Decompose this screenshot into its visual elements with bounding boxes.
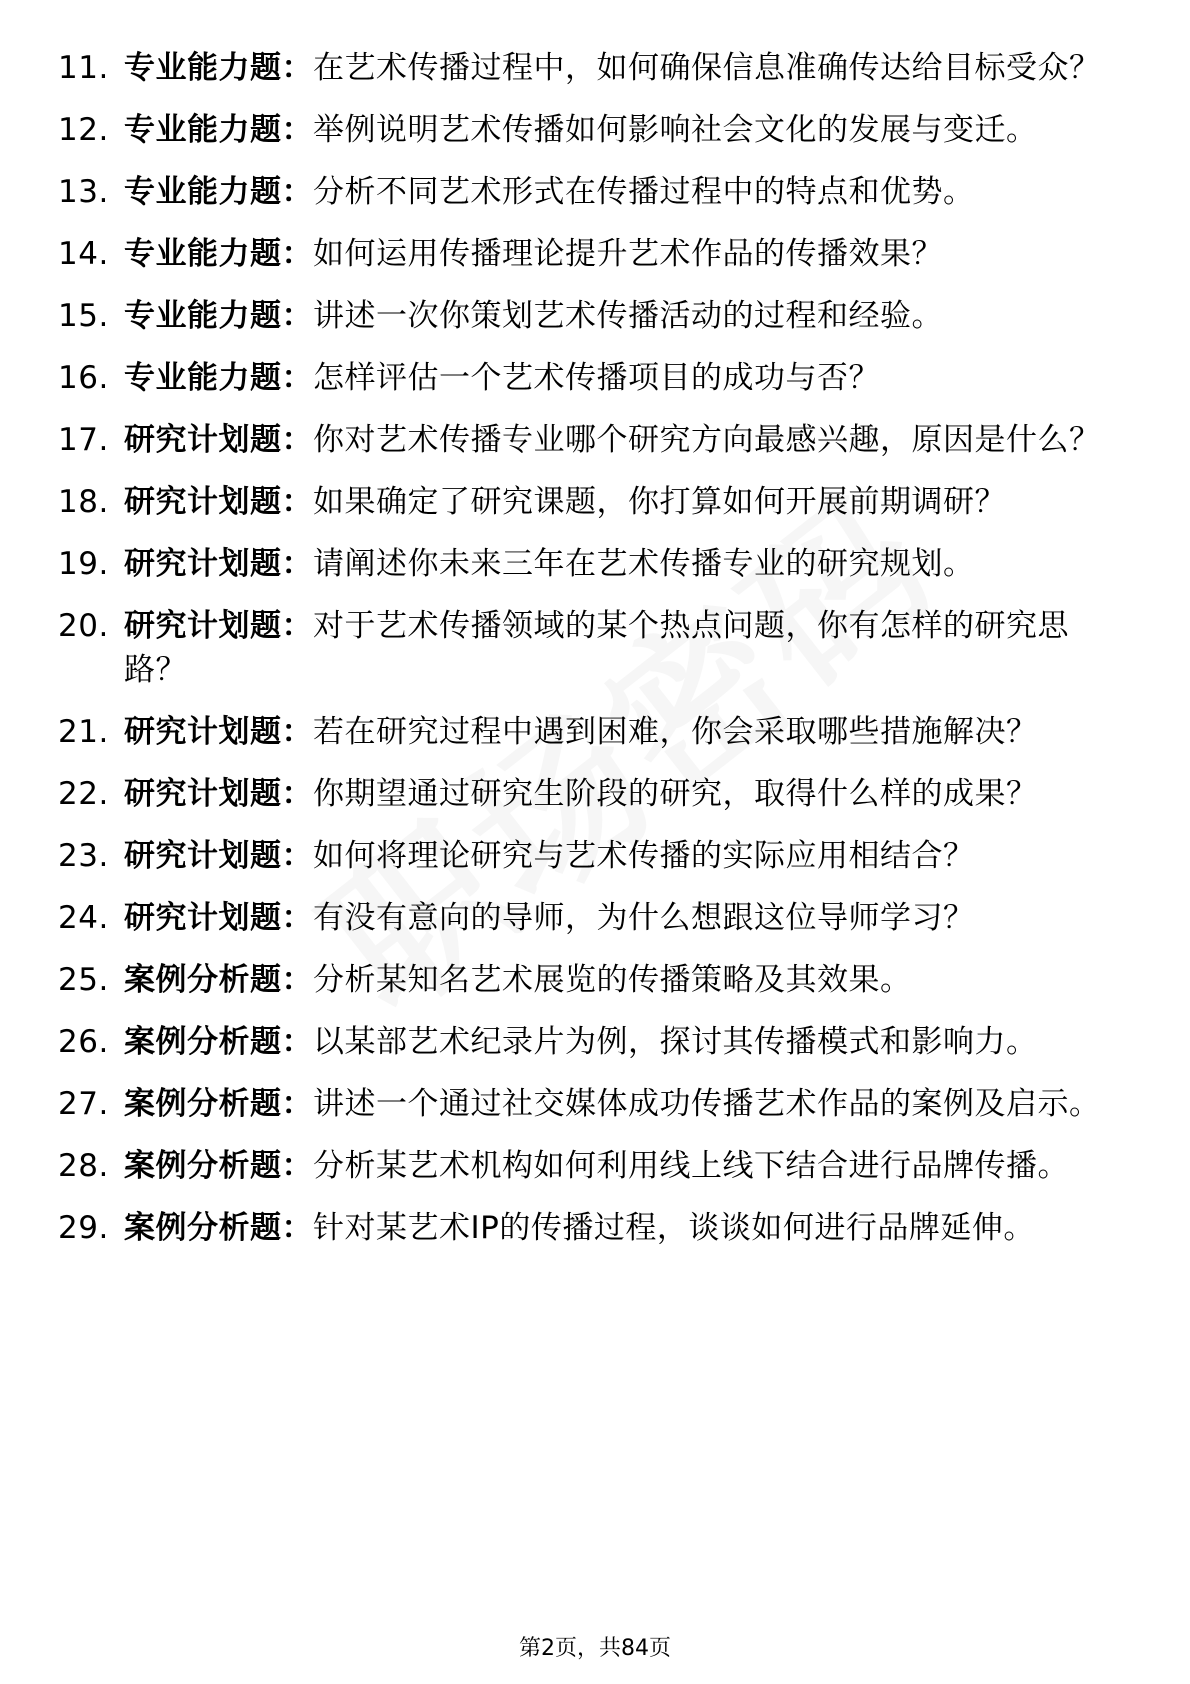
question-item-26 <box>58 1020 1118 1064</box>
category-colon: ： <box>281 714 313 750</box>
question-number: 15. <box>58 298 109 334</box>
question-category: 专业能力题 <box>124 174 282 210</box>
question-text: 讲述一次你策划艺术传播活动的过程和经验。 <box>313 298 943 334</box>
question-text: 如何将理论研究与艺术传播的实际应用相结合？ <box>313 838 975 874</box>
question-category: 研究计划题 <box>124 422 282 458</box>
category-colon: ： <box>281 608 313 644</box>
category-colon: ： <box>281 112 313 148</box>
question-number: 22. <box>58 776 109 812</box>
category-colon: ： <box>281 1024 313 1060</box>
question-text: 在艺术传播过程中，如何确保信息准确传达给目标受众？ <box>313 50 1101 86</box>
question-category: 专业能力题 <box>124 112 282 148</box>
question-number: 20. <box>58 608 109 644</box>
question-text: 对于艺术传播领域的某个热点问题，你有怎样的研究思路？ <box>124 608 1069 688</box>
question-item-20 <box>58 604 1118 692</box>
question-item-24 <box>58 896 1118 940</box>
category-colon: ： <box>281 1210 313 1246</box>
category-colon: ： <box>281 360 313 396</box>
category-colon: ： <box>281 1148 313 1184</box>
question-item-21 <box>58 710 1118 754</box>
category-colon: ： <box>281 900 313 936</box>
question-category: 研究计划题 <box>124 776 282 812</box>
question-number: 14. <box>58 236 109 272</box>
question-text: 怎样评估一个艺术传播项目的成功与否？ <box>313 360 880 396</box>
question-text: 分析不同艺术形式在传播过程中的特点和优势。 <box>313 174 975 210</box>
question-number: 11. <box>58 50 109 86</box>
question-number: 29. <box>58 1210 109 1246</box>
question-text: 讲述一个通过社交媒体成功传播艺术作品的案例及启示。 <box>313 1086 1101 1122</box>
question-item-25 <box>58 958 1118 1002</box>
question-number: 26. <box>58 1024 109 1060</box>
category-colon: ： <box>281 174 313 210</box>
question-category: 研究计划题 <box>124 900 282 936</box>
question-item-18 <box>58 480 1118 524</box>
question-number: 23. <box>58 838 109 874</box>
question-category: 案例分析题 <box>124 1024 282 1060</box>
question-list <box>58 46 1118 1268</box>
question-category: 案例分析题 <box>124 1148 282 1184</box>
question-category: 研究计划题 <box>124 714 282 750</box>
question-item-23 <box>58 834 1118 878</box>
question-text: 如何运用传播理论提升艺术作品的传播效果？ <box>313 236 943 272</box>
question-item-27 <box>58 1082 1118 1126</box>
question-number: 16. <box>58 360 109 396</box>
question-category: 专业能力题 <box>124 298 282 334</box>
question-text: 如果确定了研究课题，你打算如何开展前期调研？ <box>313 484 1006 520</box>
question-text: 请阐述你未来三年在艺术传播专业的研究规划。 <box>313 546 975 582</box>
question-number: 17. <box>58 422 109 458</box>
question-category: 专业能力题 <box>124 236 282 272</box>
question-text: 举例说明艺术传播如何影响社会文化的发展与变迁。 <box>313 112 1038 148</box>
page-number-footer: 第2页，共84页 <box>519 1636 671 1661</box>
question-number: 25. <box>58 962 109 998</box>
question-category: 研究计划题 <box>124 546 282 582</box>
question-category: 研究计划题 <box>124 608 282 644</box>
category-colon: ： <box>281 50 313 86</box>
question-number: 18. <box>58 484 109 520</box>
question-item-11 <box>58 46 1118 90</box>
category-colon: ： <box>281 962 313 998</box>
question-text: 有没有意向的导师，为什么想跟这位导师学习？ <box>313 900 975 936</box>
question-item-12 <box>58 108 1118 152</box>
category-colon: ： <box>281 1086 313 1122</box>
question-number: 27. <box>58 1086 109 1122</box>
category-colon: ： <box>281 838 313 874</box>
question-number: 24. <box>58 900 109 936</box>
question-category: 案例分析题 <box>124 1086 282 1122</box>
category-colon: ： <box>281 236 313 272</box>
question-item-29 <box>58 1206 1118 1250</box>
question-item-17 <box>58 418 1118 462</box>
question-number: 19. <box>58 546 109 582</box>
question-item-13 <box>58 170 1118 214</box>
question-item-16 <box>58 356 1118 400</box>
question-text: 针对某艺术IP的传播过程，谈谈如何进行品牌延伸。 <box>313 1210 1035 1246</box>
question-number: 21. <box>58 714 109 750</box>
question-category: 研究计划题 <box>124 838 282 874</box>
category-colon: ： <box>281 298 313 334</box>
question-text: 以某部艺术纪录片为例，探讨其传播模式和影响力。 <box>313 1024 1038 1060</box>
question-text: 若在研究过程中遇到困难，你会采取哪些措施解决？ <box>313 714 1038 750</box>
question-number: 28. <box>58 1148 109 1184</box>
question-category: 专业能力题 <box>124 50 282 86</box>
question-category: 案例分析题 <box>124 962 282 998</box>
question-number: 13. <box>58 174 109 210</box>
category-colon: ： <box>281 422 313 458</box>
question-category: 专业能力题 <box>124 360 282 396</box>
question-text: 你对艺术传播专业哪个研究方向最感兴趣，原因是什么？ <box>313 422 1101 458</box>
question-category: 研究计划题 <box>124 484 282 520</box>
question-item-15 <box>58 294 1118 338</box>
question-number: 12. <box>58 112 109 148</box>
category-colon: ： <box>281 484 313 520</box>
question-text: 你期望通过研究生阶段的研究，取得什么样的成果？ <box>313 776 1038 812</box>
question-text: 分析某知名艺术展览的传播策略及其效果。 <box>313 962 912 998</box>
question-item-22 <box>58 772 1118 816</box>
question-text: 分析某艺术机构如何利用线上线下结合进行品牌传播。 <box>313 1148 1069 1184</box>
question-category: 案例分析题 <box>124 1210 282 1246</box>
category-colon: ： <box>281 776 313 812</box>
question-item-28 <box>58 1144 1118 1188</box>
category-colon: ： <box>281 546 313 582</box>
question-item-14 <box>58 232 1118 276</box>
question-item-19 <box>58 542 1118 586</box>
